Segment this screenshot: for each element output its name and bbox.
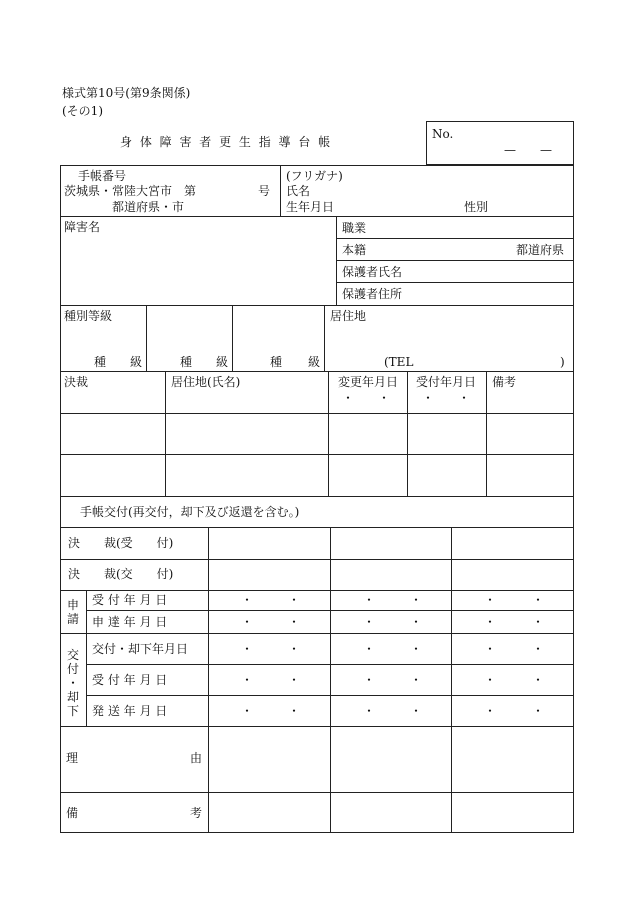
grade-char-2: 級 (216, 355, 229, 369)
name-label: 氏名 (286, 184, 311, 198)
form-sub-number: (その1) (62, 104, 103, 118)
occupation-label: 職業 (342, 221, 367, 235)
form-title: 身 体 障 害 者 更 生 指 導 台 帳 (120, 135, 333, 149)
issue-reject-vertical-label: 交 付 ・ 却 下 (66, 648, 79, 718)
decision-label: 決裁 (64, 375, 89, 389)
reason-label-end: 由 (190, 751, 203, 765)
notebook-number-label: 手帳番号 (78, 169, 127, 183)
go-label: 号 (258, 184, 271, 198)
decision-issue-label: 決 裁(交 付) (68, 567, 174, 581)
type-char-1: 種 (94, 355, 107, 369)
prefecture-line: 茨城県・常陸大宮市 第 (64, 184, 197, 198)
disability-name-label: 障害名 (64, 220, 101, 234)
application-vertical-label: 申 請 (66, 598, 79, 626)
receipt-date-label: 受付年月日 (416, 375, 477, 389)
issue-receipt-date-label: 受 付 年 月 日 (92, 673, 168, 687)
issue-reject-date-label: 交付・却下年月日 (92, 642, 189, 656)
dispatch-date-label: 発 送 年 月 日 (92, 704, 168, 718)
remarks-label-start: 備 (66, 806, 79, 820)
guardian-name-label: 保護者氏名 (342, 265, 403, 279)
birthdate-label: 生年月日 (286, 200, 335, 214)
sex-label: 性別 (464, 200, 489, 214)
type-char-3: 種 (270, 355, 283, 369)
number-label: No. (432, 127, 454, 141)
number-dash: — — (504, 143, 553, 157)
domicile-label: 本籍 (342, 243, 367, 257)
residence-label: 居住地 (330, 309, 367, 323)
change-date-dots: ・ ・ (342, 391, 391, 405)
type-char-2: 種 (180, 355, 193, 369)
application-transfer-date-label: 申 達 年 月 日 (92, 615, 168, 629)
grade-char-1: 級 (130, 355, 143, 369)
reason-label-start: 理 (66, 751, 79, 765)
decision-receipt-label: 決 裁(受 付) (68, 536, 174, 550)
residence-name-label: 居住地(氏名) (171, 375, 241, 389)
tel-close: ) (560, 355, 565, 369)
prefecture-city-label: 都道府県・市 (112, 200, 185, 214)
receipt-date-dots: ・ ・ (422, 391, 471, 405)
issuance-caption: 手帳交付(再交付，却下及び返還を含む。) (80, 505, 300, 519)
application-receipt-date-label: 受 付 年 月 日 (92, 593, 168, 607)
prefecture-label: 都道府県 (516, 243, 565, 257)
registry-table (60, 165, 574, 833)
change-date-label: 変更年月日 (338, 375, 399, 389)
remarks-label-end: 考 (190, 806, 203, 820)
type-grade-label: 種別等級 (64, 309, 113, 323)
form-number: 様式第10号(第9条関係) (62, 86, 191, 100)
furigana-label: (フリガナ) (286, 169, 343, 183)
guardian-address-label: 保護者住所 (342, 287, 403, 301)
remarks-label: 備考 (492, 375, 517, 389)
grade-char-3: 級 (308, 355, 321, 369)
tel-label: (TEL (384, 355, 414, 369)
